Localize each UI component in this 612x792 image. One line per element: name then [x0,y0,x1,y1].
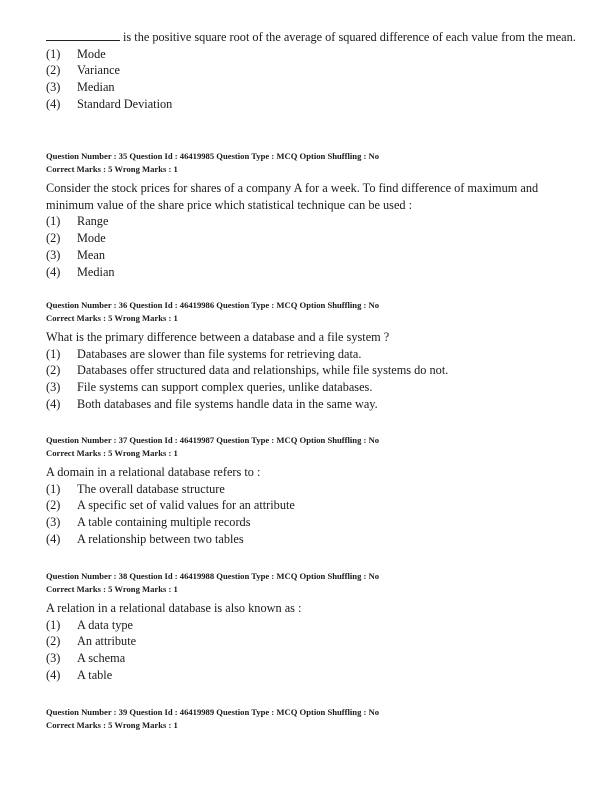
option: (2) An attribute [46,634,137,649]
question-options [46,346,576,413]
question-34-continuation [46,29,576,113]
question-header: Question Number : 36 Question Id : 46419986 Question Type : MCQ Option Shuffling : No [46,300,380,310]
question-options [46,213,576,280]
option: (3) Median [46,80,115,95]
question-header: Question Number : 37 Question Id : 46419987 Question Type : MCQ Option Shuffling : No [46,435,380,445]
question-36 [46,299,576,413]
question-marks: Correct Marks : 5 Wrong Marks : 1 [46,720,178,730]
option: (3) A table containing multiple records [46,515,251,530]
option: (2) Mode [46,230,106,245]
question-header: Question Number : 38 Question Id : 46419988 Question Type : MCQ Option Shuffling : No [46,571,380,581]
question-marks: Correct Marks : 5 Wrong Marks : 1 [46,164,178,174]
question-34-options [46,46,576,113]
option: (2) A specific set of valid values for an attribute [46,498,295,513]
question-stem: A relation in a relational database is also known as : [46,601,302,615]
option: (4) Standard Deviation [46,96,173,111]
option: (4) Median [46,264,115,279]
question-options [46,481,576,548]
question-marks: Correct Marks : 5 Wrong Marks : 1 [46,313,178,323]
option: (1) Databases are slower than file systems for retrieving data. [46,346,362,361]
question-options [46,617,576,684]
option: (2) Databases offer structured data and relationships, while file systems do not. [46,363,449,378]
option: (3) File systems can support complex queries, unlike databases. [46,380,373,395]
option: (1) Mode [46,46,106,61]
question-marks: Correct Marks : 5 Wrong Marks : 1 [46,448,178,458]
question-39 [46,706,576,732]
fill-in-blank [46,29,120,41]
option: (3) A schema [46,651,126,666]
question-38 [46,570,576,684]
question-header: Question Number : 35 Question Id : 46419985 Question Type : MCQ Option Shuffling : No [46,151,380,161]
question-34-stem: is the positive square root of the average of squared difference of each value from the mean. [46,29,576,46]
option: (4) A relationship between two tables [46,531,244,546]
question-37 [46,434,576,548]
question-stem: A domain in a relational database refers to : [46,465,261,479]
option: (4) A table [46,667,113,682]
question-marks: Correct Marks : 5 Wrong Marks : 1 [46,584,178,594]
question-35 [46,150,576,280]
option: (2) Variance [46,63,121,78]
question-stem: What is the primary difference between a database and a file system ? [46,330,390,344]
option: (1) The overall database structure [46,481,225,496]
option: (4) Both databases and file systems handle data in the same way. [46,396,378,411]
option: (3) Mean [46,247,105,262]
question-header: Question Number : 39 Question Id : 46419989 Question Type : MCQ Option Shuffling : No [46,707,380,717]
option: (1) Range [46,214,109,229]
question-stem: Consider the stock prices for shares of a company A for a week. To find difference of maximum and minimum value of the share price which statistical technique can be used : [46,181,539,212]
option: (1) A data type [46,617,134,632]
